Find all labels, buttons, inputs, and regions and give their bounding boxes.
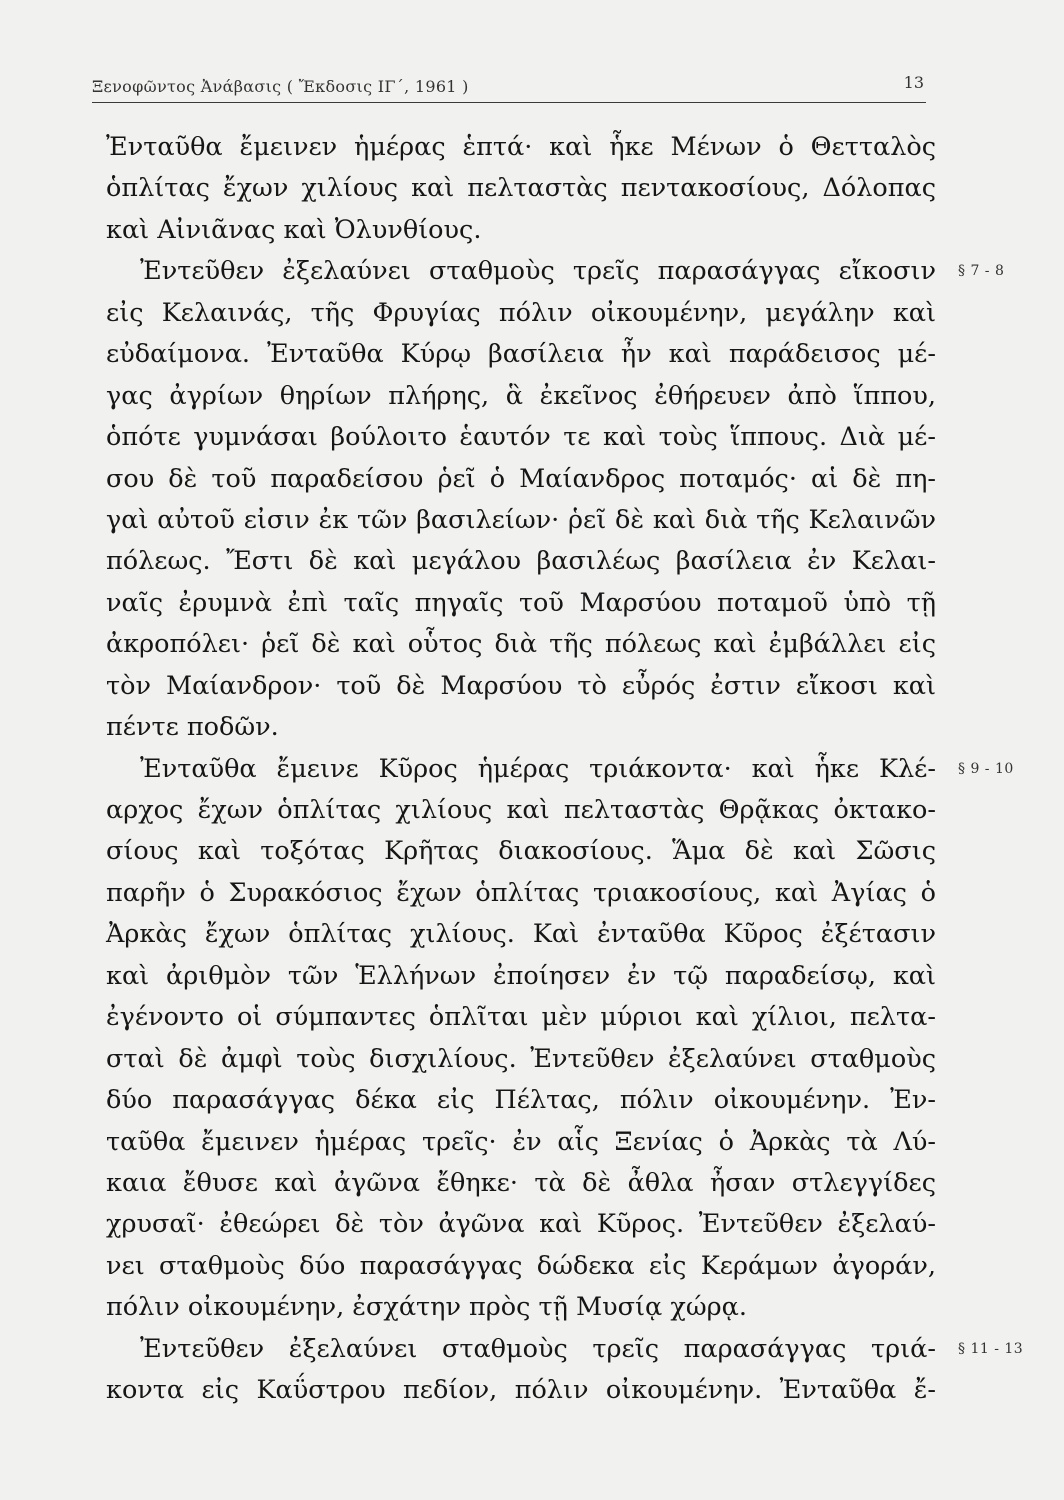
paragraph-start-line: [106, 749, 1014, 790]
text-line: καια ἔθυσε καὶ ἀγῶνα ἔθηκε· τὰ δὲ ἆθλα ἦσαν στλεγγίδες: [106, 1167, 936, 1198]
text-line: εὐδαίμονα. Ἐνταῦθα Κύρῳ βασίλεια ἦν καὶ παράδεισος μέ-: [106, 339, 936, 370]
text-line: αρχος ἔχων ὁπλίτας χιλίους καὶ πελταστὰς Θρᾷκας ὀκτακο-: [106, 795, 936, 825]
text-line-content: Ἐνταῦθα ἔμεινε Κῦρος ἡμέρας τριάκοντα· καὶ ἧκε Κλέ-: [140, 753, 936, 784]
text-line: πόλεως. Ἔστι δὲ καὶ μεγάλου βασιλέως βασίλεια ἐν Κελαι-: [106, 546, 936, 577]
text-line: παρῆν ὁ Συρακόσιος ἔχων ὁπλίτας τριακοσίους, καὶ Ἀγίας ὁ: [106, 877, 936, 908]
text-line: ναῖς ἐρυμνὰ ἐπὶ ταῖς πηγαῖς τοῦ Μαρσύου ποταμοῦ ὑπὸ τῇ: [106, 587, 936, 618]
text-line: σίους καὶ τοξότας Κρῆτας διακοσίους. Ἅμα δὲ καὶ Σῶσις: [106, 836, 936, 867]
text-line: ταῦθα ἔμεινεν ἡμέρας τρεῖς· ἐν αἷς Ξενίας ὁ Ἀρκὰς τὰ Λύ-: [106, 1126, 936, 1157]
text-line-content: Ἐντεῦθεν ἐξελαύνει σταθμοὺς τρεῖς παρασάγγας εἴκοσιν: [140, 256, 936, 287]
text-line: χρυσαῖ· ἐθεώρει δὲ τὸν ἀγῶνα καὶ Κῦρος. Ἐντεῦθεν ἐξελαύ-: [106, 1209, 936, 1240]
body-text: [106, 127, 1024, 1412]
text-line: σου δὲ τοῦ παραδείσου ῥεῖ ὁ Μαίανδρος ποταμός· αἱ δὲ πη-: [106, 463, 936, 494]
text-line: πόλιν οἰκουμένην, ἐσχάτην πρὸς τῇ Μυσίᾳ χώρᾳ.: [106, 1292, 747, 1323]
margin-section-note: § 7 - 8: [958, 263, 1005, 280]
page-number: 13: [903, 73, 924, 92]
text-line: καὶ Αἰνιᾶνας καὶ Ὀλυνθίους.: [106, 214, 482, 245]
text-line: νει σταθμοὺς δύο παρασάγγας δώδεκα εἰς Κεράμων ἀγοράν,: [106, 1250, 936, 1281]
page-header: [92, 62, 926, 103]
margin-section-note: § 9 - 10: [958, 760, 1014, 777]
text-line: Ἀρκὰς ἔχων ὁπλίτας χιλίους. Καὶ ἐνταῦθα Κῦρος ἐξέτασιν: [106, 919, 936, 950]
text-line: ὁπλίτας ἔχων χιλίους καὶ πελταστὰς πεντακοσίους, Δόλοπας: [106, 173, 936, 204]
text-line: ἀκροπόλει· ῥεῖ δὲ καὶ οὗτος διὰ τῆς πόλεως καὶ ἐμβάλλει εἰς: [106, 629, 936, 660]
text-line: εἰς Κελαινάς, τῆς Φρυγίας πόλιν οἰκουμένην, μεγάλην καὶ: [106, 297, 936, 328]
text-line: σταὶ δὲ ἀμφὶ τοὺς δισχιλίους. Ἐντεῦθεν ἐξελαύνει σταθμοὺς: [106, 1043, 936, 1074]
text-line: κοντα εἰς Καΰστρου πεδίον, πόλιν οἰκουμένην. Ἐνταῦθα ἔ-: [106, 1375, 936, 1406]
paragraph-start-line: [106, 251, 1005, 292]
text-line: δύο παρασάγγας δέκα εἰς Πέλτας, πόλιν οἰκουμένην. Ἐν-: [106, 1085, 936, 1116]
text-line: πέντε ποδῶν.: [106, 712, 279, 743]
text-line: γαὶ αὐτοῦ εἰσιν ἐκ τῶν βασιλείων· ῥεῖ δὲ καὶ διὰ τῆς Κελαινῶν: [106, 504, 936, 535]
text-line: ὁπότε γυμνάσαι βούλοιτο ἑαυτόν τε καὶ τοὺς ἵππους. Διὰ μέ-: [106, 422, 936, 453]
text-line-content: Ἐντεῦθεν ἐξελαύνει σταθμοὺς τρεῖς παρασάγγας τριά-: [140, 1333, 936, 1364]
text-line: γας ἀγρίων θηρίων πλήρης, ἃ ἐκεῖνος ἐθήρευεν ἀπὸ ἵππου,: [106, 380, 936, 411]
margin-section-note: § 11 - 13: [958, 1340, 1024, 1357]
running-title: Ξενοφῶντος Ἀνάβασις ( Ἔκδοσις ΙΓ΄, 1961 ): [92, 77, 469, 96]
text-line: καὶ ἀριθμὸν τῶν Ἑλλήνων ἐποίησεν ἐν τῷ παραδείσῳ, καὶ: [106, 960, 936, 991]
text-line: τὸν Μαίανδρον· τοῦ δὲ Μαρσύου τὸ εὖρός ἐστιν εἴκοσι καὶ: [106, 670, 936, 701]
text-line: ἐγένοντο οἱ σύμπαντες ὁπλῖται μὲν μύριοι καὶ χίλιοι, πελτα-: [106, 1002, 936, 1033]
paragraph-start-line: [106, 1329, 1024, 1370]
text-line: Ἐνταῦθα ἔμεινεν ἡμέρας ἑπτά· καὶ ἧκε Μένων ὁ Θετταλὸς: [106, 132, 936, 162]
